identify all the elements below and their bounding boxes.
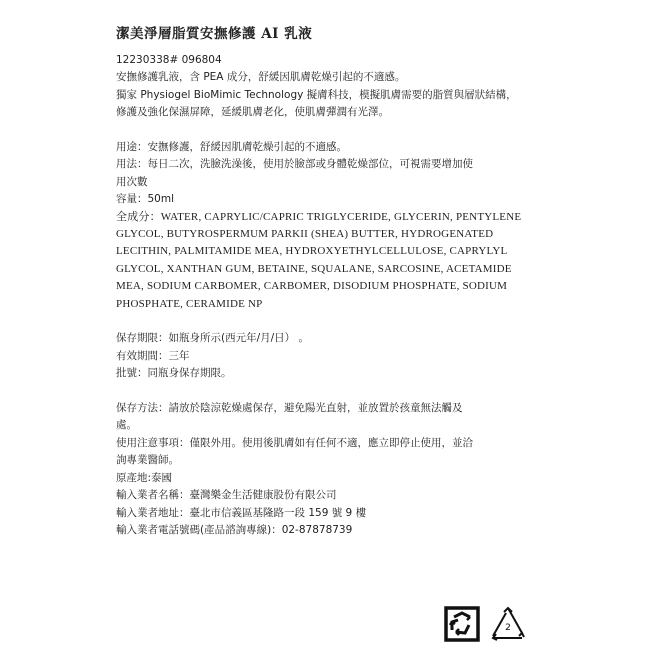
origin-line: 原產地:泰國 xyxy=(116,471,173,484)
intro-line: 修護及強化保濕屏障，延緩肌膚老化，使肌膚彈潤有光澤。 xyxy=(116,106,389,119)
storage-line: 保存方法：請放於陰涼乾燥處保存，避免陽光直射，並放置於孩童無法觸及 xyxy=(116,402,463,415)
spacer xyxy=(116,383,556,400)
usage-purpose: 用途：安撫修護，舒緩因肌膚乾燥引起的不適感。 xyxy=(116,141,347,154)
ingredients-line: 全成分：WATER, CAPRYLIC/CAPRIC TRIGLYCERIDE, GLYCERIN, PENTYLENE xyxy=(116,210,522,223)
intro-line: 獨家 Physiogel BioMimic Technology 擬膚科技，模擬肌膚需要的脂質與層狀結構， xyxy=(116,88,517,101)
plastic-recycle-icon xyxy=(489,605,527,643)
importer-address: 輸入業者地址：臺北市信義區基隆路一段 159 號 9 樓 xyxy=(116,506,367,519)
ingredients-line: MEA, SODIUM CARBOMER, CARBOMER, DISODIUM PHOSPHATE, SODIUM xyxy=(116,280,508,293)
spacer xyxy=(116,122,556,139)
recycle-mark-icon xyxy=(443,605,481,643)
ingredients-line: GLYCOL, BUTYROSPERMUM PARKII (SHEA) BUTTER, HYDROGENATED xyxy=(116,228,494,241)
product-code: 12230338# 096804 xyxy=(116,54,222,66)
usage-method-line: 用次數 xyxy=(116,175,148,188)
importer-name: 輸入業者名稱：臺灣樂金生活健康股份有限公司 xyxy=(116,489,337,502)
volume: 容量：50ml xyxy=(116,193,175,206)
recycle-icons xyxy=(443,605,528,645)
label-content xyxy=(116,52,556,539)
product-title: 潔美淨層脂質安撫修護 AI 乳液 xyxy=(116,26,313,42)
importer-phone: 輸入業者電話號碼(產品諮詢專線)：02-87878739 xyxy=(116,523,353,536)
spacer xyxy=(116,313,556,330)
expiry-line: 有效期間：三年 xyxy=(116,349,190,362)
ingredients-line: PHOSPHATE, CERAMIDE NP xyxy=(116,297,263,310)
storage-line: 處。 xyxy=(116,419,137,432)
expiry-line: 保存期限：如瓶身所示(西元年/月/日） 。 xyxy=(116,332,310,345)
precaution-line: 詢專業醫師。 xyxy=(116,454,179,467)
intro-line: 安撫修護乳液，含 PEA 成分，舒緩因肌膚乾燥引起的不適感。 xyxy=(116,71,406,84)
ingredients-line: LECITHIN, PALMITAMIDE MEA, HYDROXYETHYLCELLULOSE, CAPRYLYL xyxy=(116,245,508,258)
expiry-line: 批號：同瓶身保存期限。 xyxy=(116,367,232,380)
usage-method-line: 用法：每日二次，洗臉洗澡後，使用於臉部或身體乾燥部位，可視需要增加使 xyxy=(116,158,473,171)
ingredients-line: GLYCOL, XANTHAN GUM, BETAINE, SQUALANE, SARCOSINE, ACETAMIDE xyxy=(116,262,512,275)
plastic-code-number: 2 xyxy=(505,623,511,633)
precaution-line: 使用注意事項：僅限外用。使用後肌膚如有任何不適，應立即停止使用，並洽 xyxy=(116,436,473,449)
